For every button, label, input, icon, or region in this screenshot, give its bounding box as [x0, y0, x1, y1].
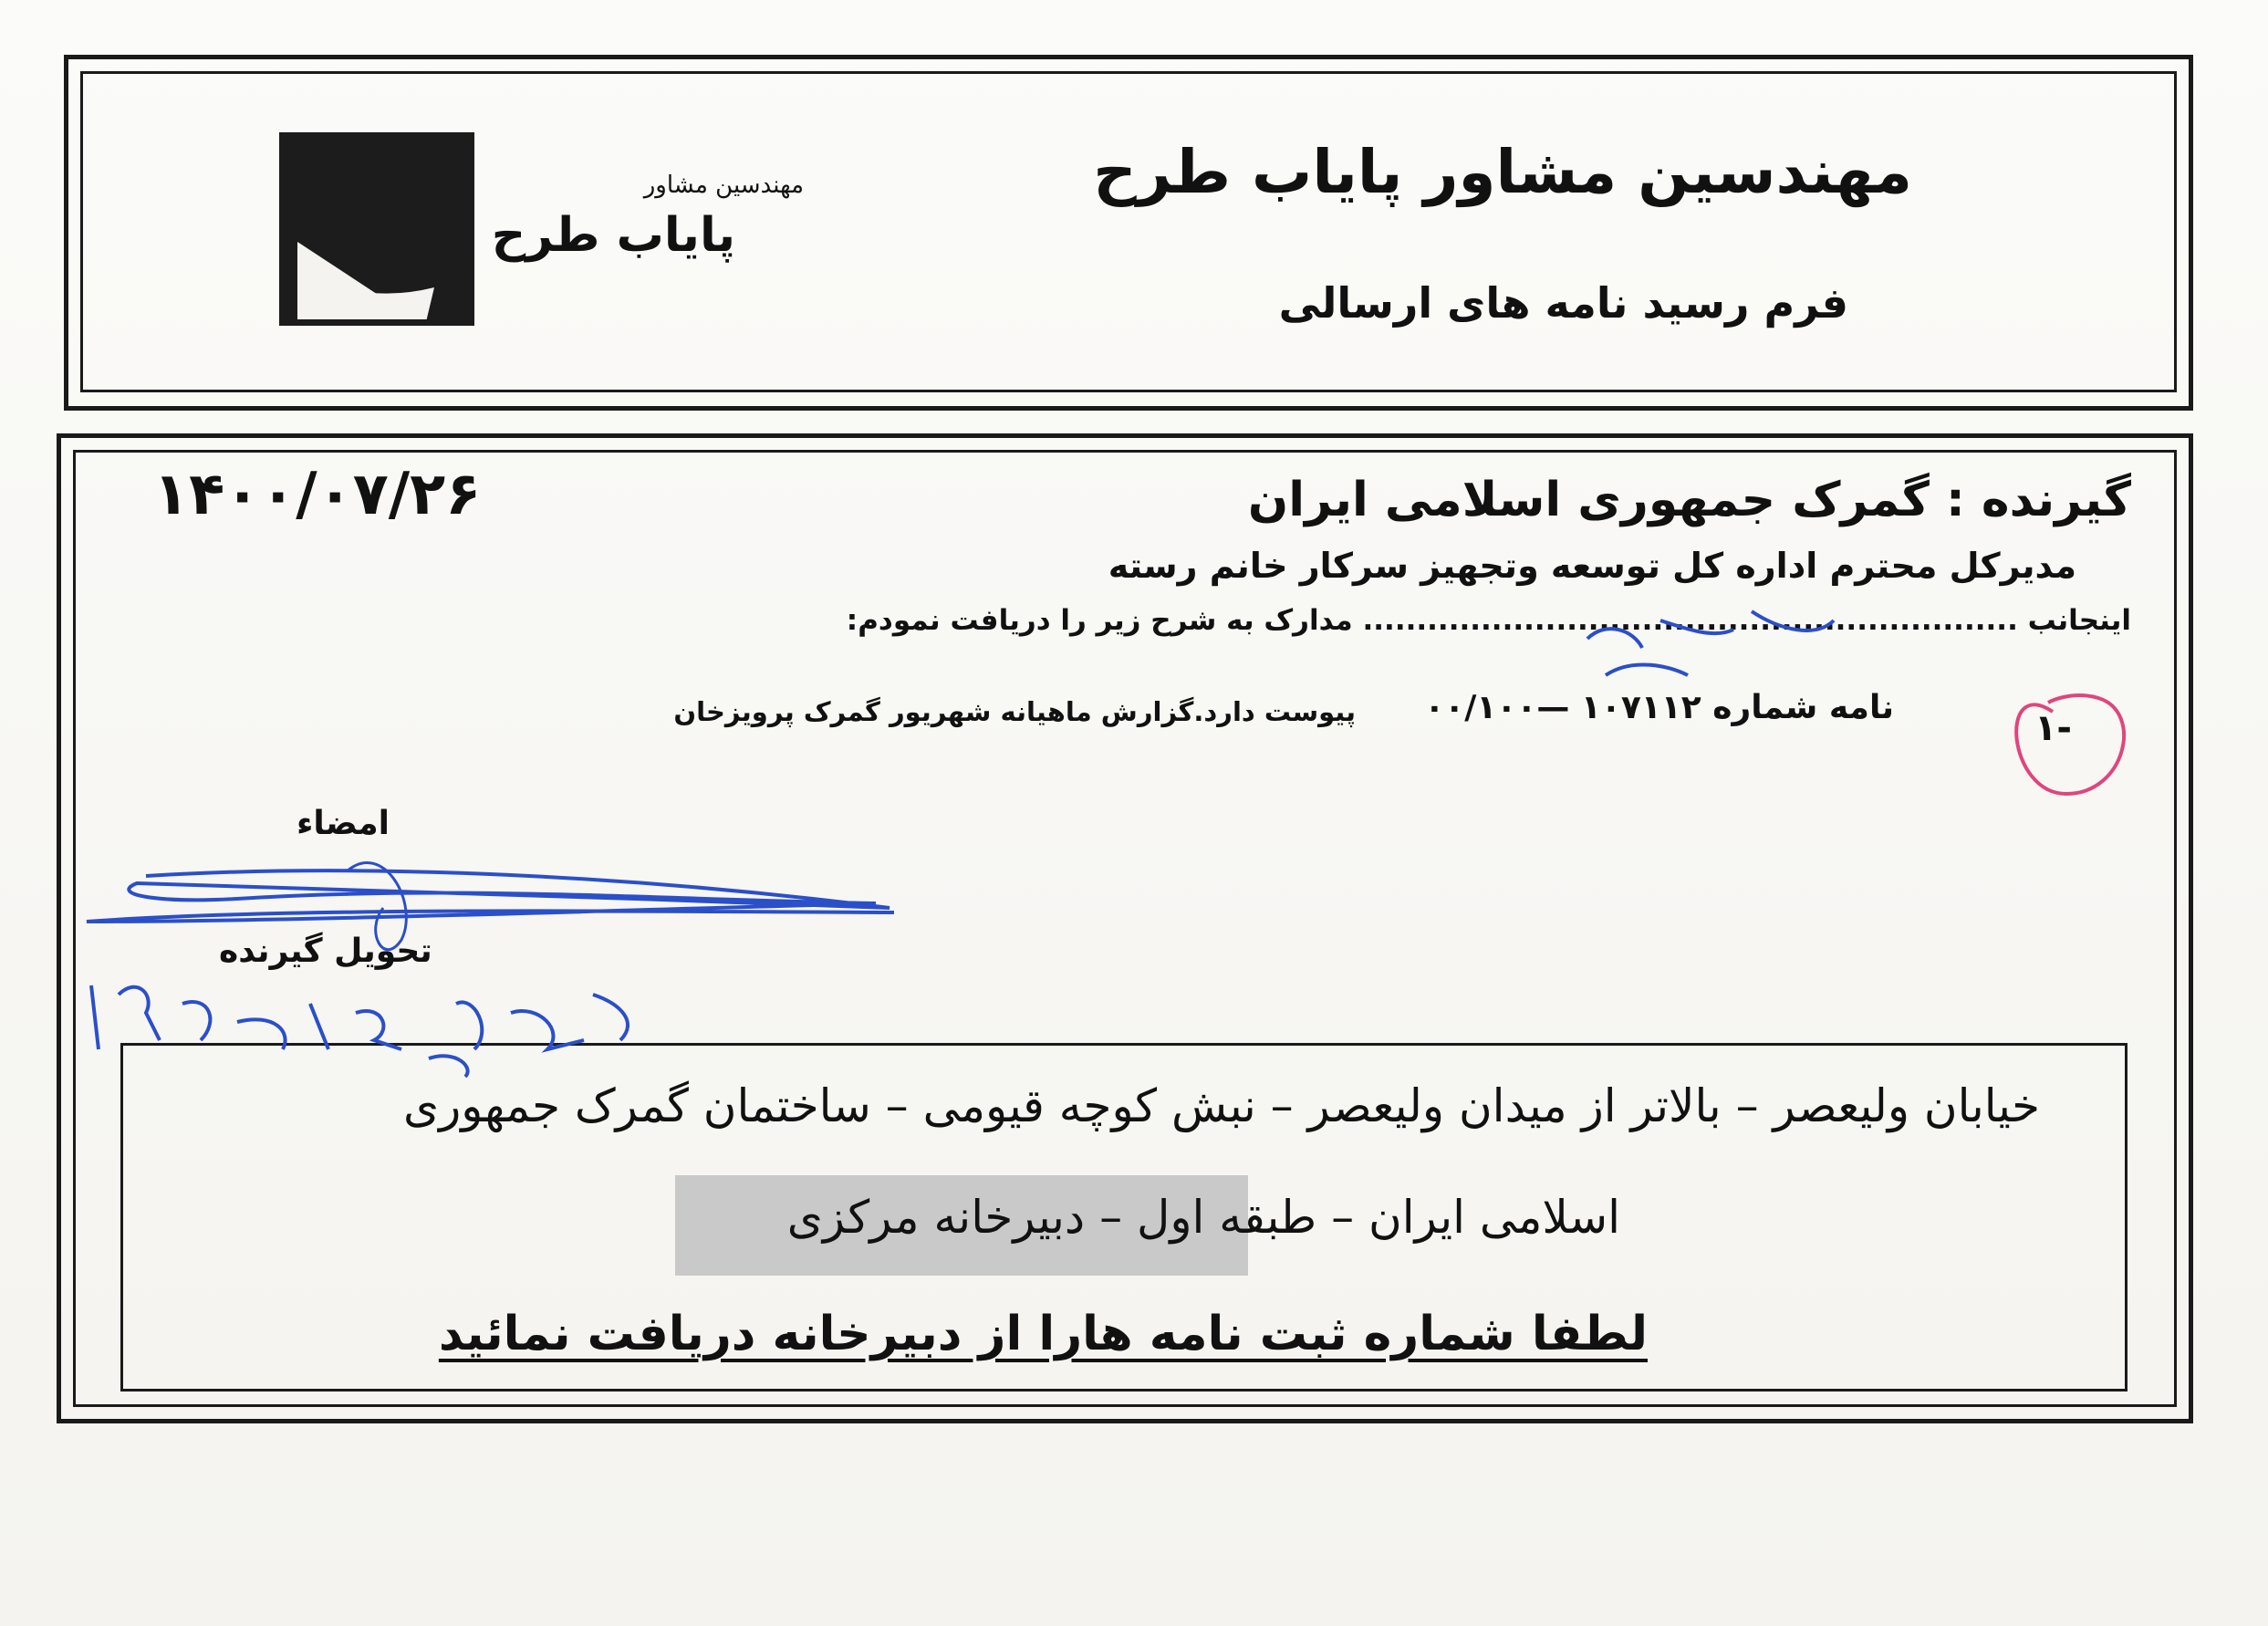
- logo-text-small: مهندسین مشاور: [643, 172, 804, 199]
- form-title: فرم رسید نامه های ارسالی: [1278, 278, 1848, 328]
- company-logo-mark: [279, 132, 474, 326]
- company-title: مهندسین مشاور پایاب طرح: [1093, 137, 1912, 207]
- letter-reference: نامه شماره ۱۰۷۱۱۲ —۰۰/۱۰۰: [1424, 689, 1894, 726]
- acknowledge-line: اینجانب ............................................................. مدارک به شرح زیر را دریافت نمودم:: [846, 604, 2131, 637]
- notice-text: لطفا شماره ثبت نامه هارا از دبیرخانه دریافت نمائید: [438, 1307, 1648, 1361]
- item-number: -۱: [2034, 707, 2072, 749]
- address-line-2: اسلامی ایران – طبقه اول – دبیرخانه مرکزی: [786, 1191, 1620, 1244]
- logo-shape-icon: [279, 132, 474, 326]
- item-description: پیوست دارد.گزارش ماهیانه شهریور گمرک پرویزخان: [673, 696, 1356, 727]
- receiver-label: تحویل گیرنده: [219, 933, 432, 970]
- address-line-1: خیابان ولیعصر – بالاتر از میدان ولیعصر – نبش کوچه قیومی – ساختمان گمرک جمهوری: [403, 1079, 2040, 1132]
- date-text: ۱۴۰۰/۰۷/۲۶: [153, 461, 482, 528]
- director-line: مدیرکل محترم اداره کل توسعه وتجهیز سرکار خانم رسته: [1108, 546, 2076, 586]
- signature-label: امضاء: [297, 805, 390, 842]
- recipient-line: گیرنده : گمرک جمهوری اسلامی ایران: [1247, 473, 2131, 527]
- logo-text-big: پایاب طرح: [491, 208, 735, 263]
